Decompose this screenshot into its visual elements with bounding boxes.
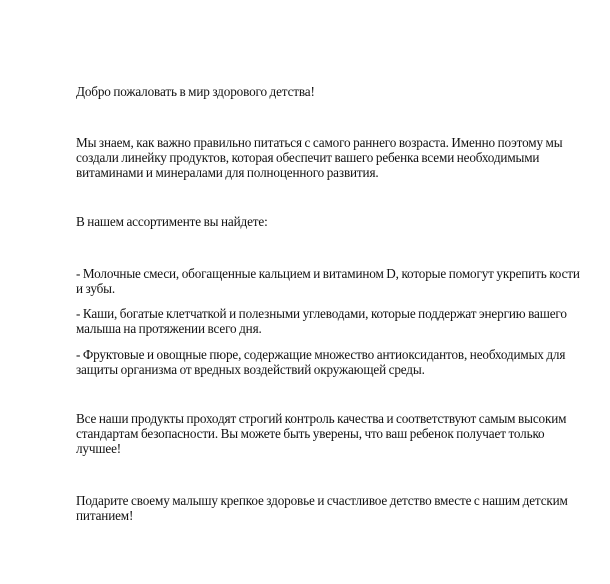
assortment-heading: В нашем ассортименте вы найдете: bbox=[76, 214, 268, 229]
intro-paragraph: Мы знаем, как важно правильно питаться с самого раннего возраста. Именно поэтому мы создали линейку продуктов, которая обеспечит вашего ребенка всеми необходимыми витаминами и минералами для полноценного развития. bbox=[76, 135, 563, 180]
list-item: - Молочные смеси, обогащенные кальцием и витамином D, которые помогут укрепить кости и зубы. bbox=[76, 266, 580, 296]
list-item: - Каши, богатые клетчаткой и полезными углеводами, которые поддержат энергию вашего малыша на протяжении всего дня. bbox=[76, 306, 567, 336]
greeting-text: Добро пожаловать в мир здорового детства! bbox=[76, 84, 315, 99]
quality-paragraph: Все наши продукты проходят строгий контроль качества и соответствуют самым высоким стандартам безопасности. Вы можете быть уверены, что ваш ребенок получает только лучшее! bbox=[76, 411, 567, 456]
list-item: - Фруктовые и овощные пюре, содержащие множество антиоксидантов, необходимых для защиты организма от вредных воздействий окружающей среды. bbox=[76, 347, 566, 377]
closing-paragraph: Подарите своему малышу крепкое здоровье и счастливое детство вместе с нашим детским питанием! bbox=[76, 493, 568, 523]
